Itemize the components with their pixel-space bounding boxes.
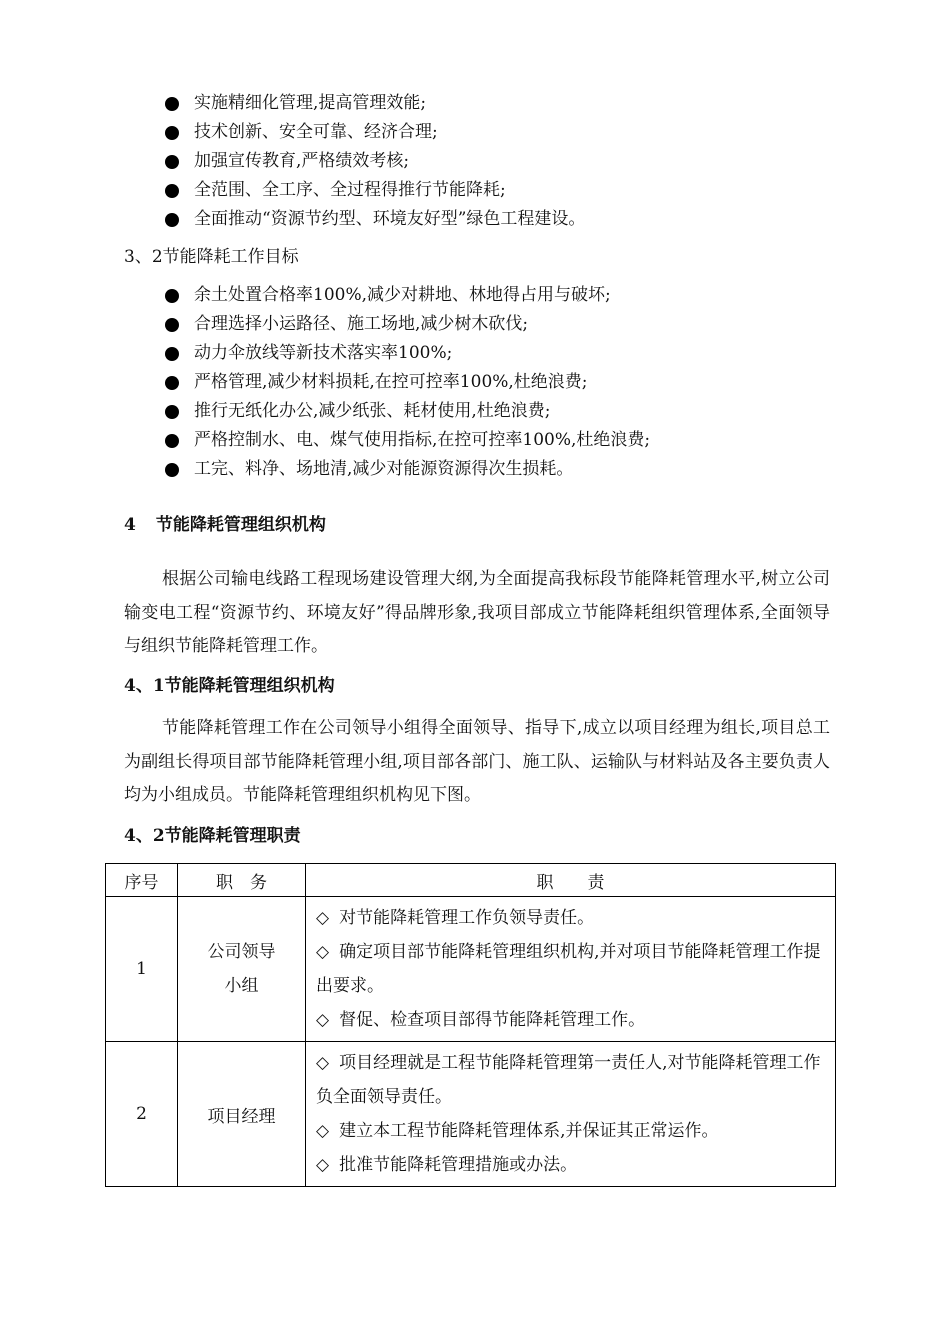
duty-item [316,1148,829,1182]
list-item [162,89,585,118]
list-item [162,339,650,368]
list-item-text: 全面推动“资源节约型、环境友好型”绿色工程建设。 [194,209,586,229]
duty-item [316,1046,829,1114]
list-item-text: 推行无纸化办公,减少纸张、耗材使用,杜绝浪费; [194,401,551,421]
diamond-bullet-icon: ◇ [316,942,330,962]
table-header-row [106,864,836,897]
duty-item-text: 督促、检查项目部得节能降耗管理工作。 [339,1010,646,1030]
list-item [162,147,585,176]
section-4-2-heading: 4、2节能降耗管理职责 [124,826,301,846]
column-header-role: 职 务 [178,864,306,897]
bullet-dot-icon [165,97,179,111]
goals-list [162,281,650,484]
bullet-dot-icon [165,155,179,169]
section-4-heading [124,511,326,540]
list-item [162,426,650,455]
diamond-bullet-icon: ◇ [316,1053,330,1073]
duty-item-text: 对节能降耗管理工作负领导责任。 [339,908,595,928]
duty-item-text: 批准节能降耗管理措施或办法。 [339,1155,578,1175]
list-item-text: 动力伞放线等新技术落实率100%; [194,343,453,363]
diamond-bullet-icon: ◇ [316,1121,330,1141]
bullet-dot-icon [165,289,179,303]
list-item [162,368,650,397]
list-item [162,455,650,484]
list-item-text: 工完、料净、场地清,减少对能源资源得次生损耗。 [194,459,574,479]
bullet-dot-icon [165,318,179,332]
bullet-dot-icon [165,126,179,140]
bullet-dot-icon [165,347,179,361]
row-number: 2 [106,1042,178,1187]
duty-item-text: 确定项目部节能降耗管理组织机构,并对项目节能降耗管理工作提出要求。 [316,942,821,996]
section-4-title: 节能降耗管理组织机构 [155,515,326,535]
list-item [162,176,585,205]
table-row [106,1042,836,1187]
duties-table [105,863,836,1187]
duty-item [316,901,829,935]
row-role: 项目经理 [178,1042,306,1187]
list-item-text: 加强宣传教育,严格绩效考核; [194,151,410,171]
bullet-dot-icon [165,434,179,448]
diamond-bullet-icon: ◇ [316,1155,330,1175]
list-item-text: 技术创新、安全可靠、经济合理; [194,122,438,142]
row-duties [306,897,836,1042]
row-number: 1 [106,897,178,1042]
list-item [162,205,585,234]
diamond-bullet-icon: ◇ [316,908,330,928]
duty-item-text: 项目经理就是工程节能降耗管理第一责任人,对节能降耗管理工作负全面领导责任。 [316,1053,821,1107]
list-item-text: 合理选择小运路径、施工场地,减少树木砍伐; [194,314,529,334]
section-4-paragraph: 根据公司输电线路工程现场建设管理大纲,为全面提高我标段节能降耗管理水平,树立公司输变电工程“资源节约、环境友好”得品牌形象,我项目部成立节能降耗组织管理体系,全面领导与组织节能降耗管理工作。 [124,569,830,656]
section-4-1-paragraph: 节能降耗管理工作在公司领导小组得全面领导、指导下,成立以项目经理为组长,项目总工为副组长得项目部节能降耗管理小组,项目部各部门、施工队、运输队与材料站及各主要负责人均为小组成员。节能降耗管理组织机构见下图。 [124,718,830,805]
bullet-dot-icon [165,213,179,227]
column-header-duties: 职 责 [306,864,836,897]
duty-item [316,935,829,1003]
list-item-text: 实施精细化管理,提高管理效能; [194,93,427,113]
duty-item [316,1114,829,1148]
table-row [106,897,836,1042]
diamond-bullet-icon: ◇ [316,1010,330,1030]
section-4-1-heading: 4、1节能降耗管理组织机构 [124,676,335,696]
list-item-text: 严格控制水、电、煤气使用指标,在控可控率100%,杜绝浪费; [194,430,651,450]
bullet-dot-icon [165,184,179,198]
section-3-2-heading: 3、2节能降耗工作目标 [124,247,299,267]
list-item [162,310,650,339]
list-item [162,397,650,426]
principles-list [162,89,585,234]
duty-item-text: 建立本工程节能降耗管理体系,并保证其正常运作。 [339,1121,719,1141]
row-duties [306,1042,836,1187]
duty-item [316,1003,829,1037]
bullet-dot-icon [165,405,179,419]
bullet-dot-icon [165,376,179,390]
row-role: 公司领导小组 [178,897,306,1042]
list-item-text: 严格管理,减少材料损耗,在控可控率100%,杜绝浪费; [194,372,588,392]
list-item [162,118,585,147]
section-4-number: 4 [124,515,136,535]
list-item-text: 全范围、全工序、全过程得推行节能降耗; [194,180,506,200]
list-item [162,281,650,310]
bullet-dot-icon [165,463,179,477]
list-item-text: 余土处置合格率100%,减少对耕地、林地得占用与破坏; [194,285,611,305]
column-header-no: 序号 [106,864,178,897]
